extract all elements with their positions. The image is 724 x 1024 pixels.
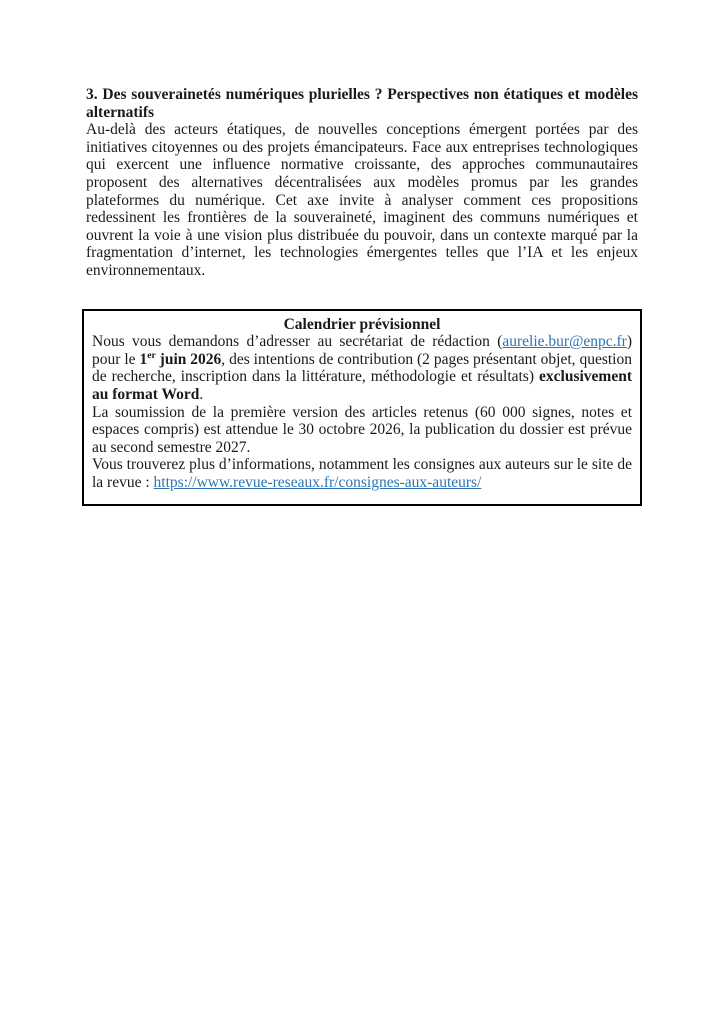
authors-guidelines-link[interactable]: https://www.revue-reseaux.fr/consignes-aux-auteurs/	[153, 473, 482, 491]
p1-text-end: .	[199, 385, 204, 403]
deadline-ordinal: er	[147, 349, 156, 361]
document-content	[86, 86, 638, 506]
calendar-box	[82, 309, 642, 507]
calendar-box-title: Calendrier prévisionnel	[283, 315, 441, 333]
format-requirement: exclusivement au format Word	[92, 368, 632, 403]
p1-text-before-email: Nous vous demandons d’adresser au secrétariat de rédaction (	[92, 333, 503, 351]
calendar-paragraph-info	[92, 456, 632, 491]
p1-text-after-email: ) pour le	[92, 333, 632, 368]
deadline-date	[139, 351, 221, 368]
section-heading: 3. Des souverainetés numériques plurielles ? Perspectives non étatiques et modèles alternatifs	[86, 86, 638, 121]
p1-text-mid: , des intentions de contribution (2 pages présentant objet, question de recherche, inscription dans la littérature, méthodologie et résultats)	[92, 350, 632, 386]
deadline-number: 1	[139, 350, 148, 368]
p3-text-before-link: Vous trouverez plus d’informations, notamment les consignes aux auteurs sur le site de la revue :	[92, 456, 632, 491]
calendar-paragraph-publication: La soumission de la première version des articles retenus (60 000 signes, notes et espaces compris) est attendue le 30 octobre 2026, la publication du dossier est prévue au second semestre 2027.	[92, 403, 632, 456]
intro-paragraph: Au-delà des acteurs étatiques, de nouvelles conceptions émergent portées par des initiatives citoyennes ou des projets émancipateurs. Face aux entreprises technologiques qui exercent une influence normative croissante, des approches communautaires proposent des alternatives décentralisées aux modèles promus par les grandes plateformes du numérique. Cet axe invite à analyser comment ces propositions redessinent les frontières de la souveraineté, imaginent des communs numériques et ouvrent la voie à une vision plus distribuée du pouvoir, dans un contexte marqué par la fragmentation d’internet, les technologies émergentes telles que l’IA et les enjeux environnementaux.	[86, 121, 638, 279]
deadline-rest: juin 2026	[155, 350, 222, 368]
email-link[interactable]: aurelie.bur@enpc.fr	[502, 333, 627, 351]
calendar-paragraph-submission	[92, 333, 632, 403]
